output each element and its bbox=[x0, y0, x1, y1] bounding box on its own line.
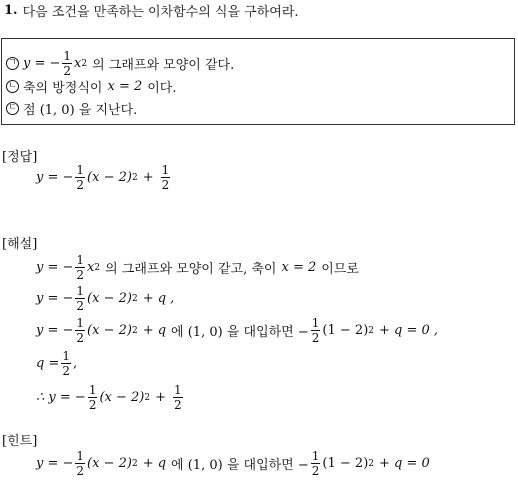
line-expr: x = 2 bbox=[281, 260, 317, 275]
problem-number: 1. bbox=[4, 3, 18, 18]
line-lhs: y = − bbox=[36, 456, 74, 471]
answer-lhs: y = − bbox=[36, 170, 74, 185]
solution-line-3: y = − $\frac{1}{2}$ (x − 2) 2 + q 에 (1, 0) 을 대입하면 − $\frac{1}{2}$ (1 − 2) 2 + q = 0 , bbox=[36, 316, 439, 345]
hint-label: [힌트] bbox=[2, 434, 38, 449]
variable: x bbox=[74, 56, 82, 71]
line-tail: + q , bbox=[142, 291, 175, 306]
condition-2-expr: x = 2 bbox=[107, 79, 143, 94]
fraction: $\frac{1}{2}$ bbox=[311, 449, 320, 478]
line-term: (x − 2) bbox=[87, 291, 132, 306]
plus-sign: + bbox=[155, 390, 166, 405]
line-tail: , bbox=[73, 356, 78, 371]
circled-mark-2: ㄴ bbox=[6, 80, 19, 93]
fraction: $\frac{1}{2}$ bbox=[311, 316, 320, 345]
variable: x bbox=[87, 260, 95, 275]
line-tail: + q bbox=[142, 323, 167, 338]
fraction: $\frac{1}{2}$ bbox=[76, 163, 85, 192]
line-text: 에 (1, 0) 을 대입하면 − bbox=[171, 325, 309, 340]
condition-3-text: 점 (1, 0) 을 지난다. bbox=[23, 103, 138, 118]
line-lhs: y = − bbox=[36, 260, 74, 275]
answer-expression: y = − $\frac{1}{2}$ (x − 2) 2 + $\frac{1}{2}$ bbox=[36, 163, 170, 192]
fraction: $\frac{1}{2}$ bbox=[174, 383, 182, 412]
line-tail-2: + q = 0 bbox=[379, 456, 430, 471]
condition-2 bbox=[6, 77, 177, 96]
circled-mark-1: ㄱ bbox=[6, 57, 19, 70]
fraction: $\frac{1}{2}$ bbox=[76, 449, 85, 478]
line-term-2: (1 − 2) bbox=[322, 323, 369, 338]
fraction: $\frac{1}{2}$ bbox=[62, 349, 70, 378]
answer-label: [정답] bbox=[2, 150, 38, 165]
condition-3 bbox=[6, 99, 137, 118]
line-text: 의 그래프와 모양이 같고, 축이 bbox=[105, 262, 277, 277]
line-term: (x − 2) bbox=[87, 456, 132, 471]
hint-expression: y = − $\frac{1}{2}$ (x − 2) 2 + q 에 (1, 0) 을 대입하면 − $\frac{1}{2}$ (1 − 2) 2 + q = 0 bbox=[36, 449, 430, 478]
solution-line-1: y = − $\frac{1}{2}$ x 2 의 그래프와 모양이 같고, 축이 x = 2 이므로 bbox=[36, 253, 359, 282]
solution-line-5: ∴ y = − $\frac{1}{2}$ (x − 2) 2 + $\frac{1}{2}$ bbox=[36, 383, 182, 412]
condition-1-text: 의 그래프와 모양이 같다. bbox=[92, 58, 235, 73]
circled-mark-3: ㄷ bbox=[6, 102, 19, 115]
solution-label: [해설] bbox=[2, 237, 38, 252]
line-lhs: y = − bbox=[36, 323, 74, 338]
fraction: $\frac{1}{2}$ bbox=[76, 316, 85, 345]
fraction: $\frac{1}{2}$ bbox=[88, 383, 97, 412]
fraction: $\frac{1}{2}$ bbox=[76, 284, 85, 313]
line-text: 에 (1, 0) 을 대입하면 − bbox=[171, 458, 309, 473]
problem-heading bbox=[4, 1, 299, 20]
condition-2-text-a: 축의 방정식이 bbox=[23, 81, 103, 96]
line-term: (x − 2) bbox=[99, 390, 145, 405]
line-lhs: y = − bbox=[36, 291, 74, 306]
line-term-2: (1 − 2) bbox=[322, 456, 369, 471]
fraction: $\frac{1}{2}$ bbox=[76, 253, 85, 282]
condition-2-text-b: 이다. bbox=[147, 81, 177, 96]
problem-text: 다음 조건을 만족하는 이차함수의 식을 구하여라. bbox=[22, 5, 299, 20]
solution-line-2: y = − $\frac{1}{2}$ (x − 2) 2 + q , bbox=[36, 284, 175, 313]
line-term: (x − 2) bbox=[87, 323, 132, 338]
line-tail: 이므로 bbox=[321, 262, 359, 277]
fraction: $\frac{1}{2}$ bbox=[63, 49, 72, 78]
line-lhs: ∴ y = − bbox=[36, 390, 86, 405]
line-tail: + q bbox=[142, 456, 167, 471]
condition-1: ㄱ y = − $\frac{1}{2}$ x 2 의 그래프와 모양이 같다. bbox=[6, 50, 234, 77]
solution-line-4 bbox=[36, 350, 77, 377]
line-lhs: q = bbox=[36, 356, 60, 371]
condition-1-lhs: y = − bbox=[23, 56, 61, 71]
fraction: $\frac{1}{2}$ bbox=[161, 163, 170, 192]
answer-term: (x − 2) bbox=[87, 170, 132, 185]
line-tail-2: + q = 0 , bbox=[379, 323, 439, 338]
plus-sign: + bbox=[142, 170, 154, 185]
